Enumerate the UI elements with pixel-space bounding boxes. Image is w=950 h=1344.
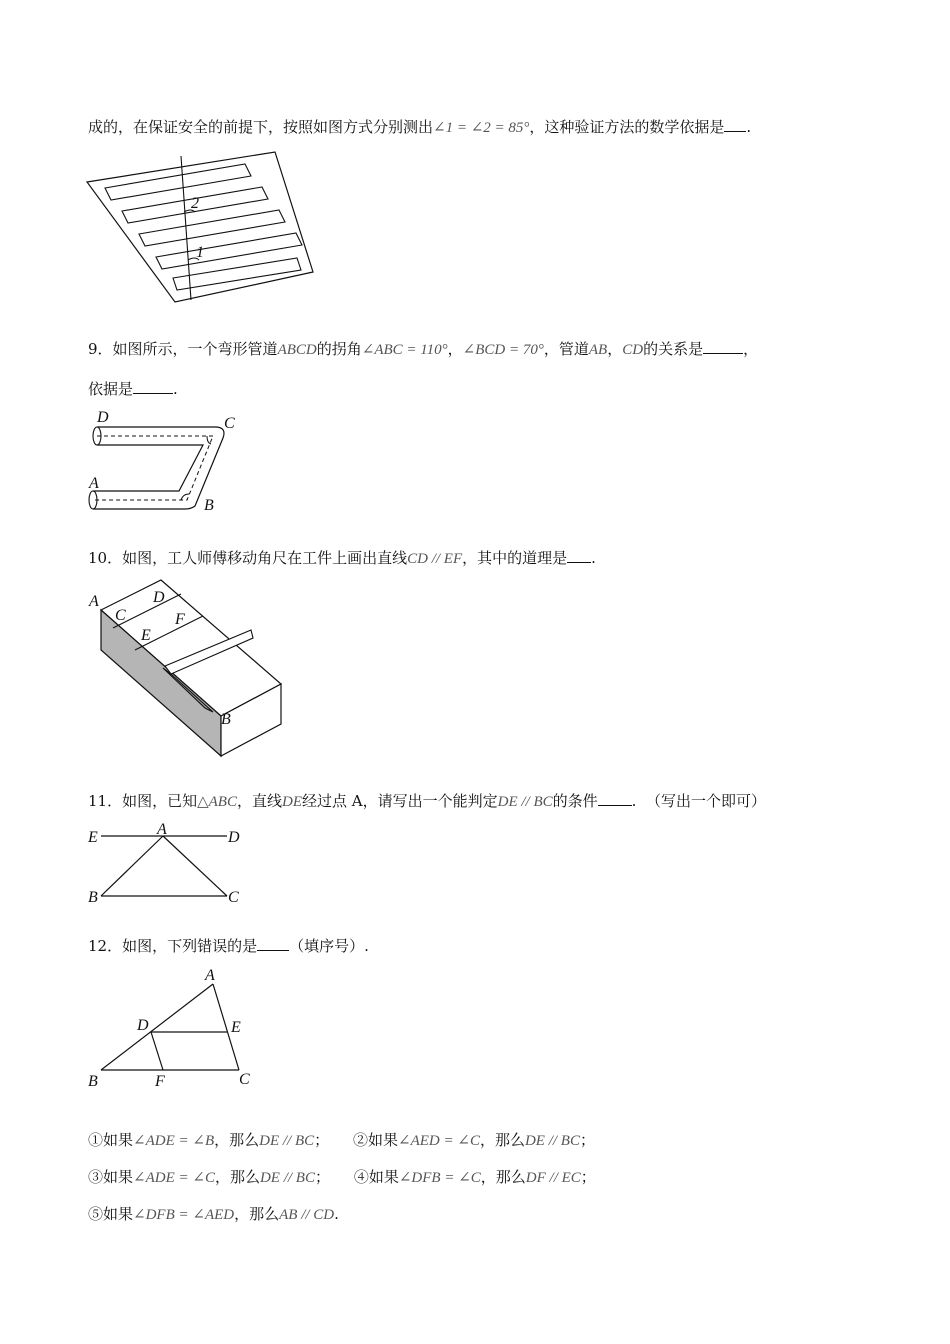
q10-label-A: A bbox=[89, 593, 99, 610]
q12-option-2: ②如果∠AED = ∠C，那么DE // BC； bbox=[353, 1131, 595, 1149]
q9-label-D: D bbox=[97, 409, 109, 426]
q12-label-E: E bbox=[231, 1019, 241, 1036]
q12-text: 12．如图，下列错误的是 （填序号）. bbox=[88, 937, 369, 955]
q8-figure-parallelogram-strips bbox=[85, 150, 325, 310]
q8-text: 成的，在保证安全的前提下，按照如图方式分别测出∠1 = ∠2 = 85°，这种验证方法的数学依据是 . bbox=[88, 118, 752, 136]
q9-answer-blank-2[interactable] bbox=[133, 379, 173, 394]
q10-label-C: C bbox=[115, 607, 126, 624]
q12-label-A: A bbox=[205, 967, 215, 984]
q12-label-D: D bbox=[137, 1017, 149, 1034]
q9-text: 9．如图所示，一个弯形管道ABCD的拐角∠ABC = 110°，∠BCD = 70°，管道AB，CD的关系是 ， bbox=[88, 340, 759, 358]
q12-figure-triangle bbox=[85, 962, 265, 1092]
q10-figure-workpiece bbox=[85, 578, 295, 758]
q9-label-C: C bbox=[224, 415, 235, 432]
q12-label-F: F bbox=[155, 1073, 165, 1090]
q10-label-B: B bbox=[221, 711, 231, 728]
q12-label-C: C bbox=[239, 1071, 250, 1088]
q12-label-B: B bbox=[88, 1073, 98, 1090]
q8-angle-equation: ∠1 = ∠2 = 85° bbox=[433, 120, 530, 136]
q11-figure-triangle bbox=[85, 820, 245, 910]
q12-options-row-3 bbox=[88, 1203, 339, 1226]
q11-label-E: E bbox=[88, 829, 98, 846]
q10-label-D: D bbox=[153, 589, 165, 606]
q8-angle-1-label: 1 bbox=[196, 244, 204, 261]
q10-label-E: E bbox=[141, 627, 151, 644]
q10-text: 10．如图，工人师傅移动角尺在工件上画出直线CD // EF，其中的道理是 . bbox=[88, 549, 596, 567]
q9-label-B: B bbox=[204, 497, 214, 514]
q11-answer-blank[interactable] bbox=[598, 791, 632, 806]
q10-label-F: F bbox=[175, 611, 185, 628]
q12-option-4: ④如果∠DFB = ∠C，那么DF // EC； bbox=[353, 1168, 596, 1186]
q12-options-row-1 bbox=[88, 1129, 595, 1152]
q11-label-D: D bbox=[228, 829, 240, 846]
q10-answer-blank[interactable] bbox=[567, 548, 591, 563]
q11-label-A: A bbox=[157, 821, 167, 838]
q9-text-line2: 依据是 . bbox=[88, 380, 178, 398]
q12-options-row-2 bbox=[88, 1166, 596, 1189]
q11-label-B: B bbox=[88, 889, 98, 906]
q12-answer-blank[interactable] bbox=[257, 936, 289, 951]
q9-figure-bent-pipe bbox=[85, 406, 245, 516]
q11-label-C: C bbox=[228, 889, 239, 906]
q11-text: 11．如图，已知△ABC，直线DE经过点 A，请写出一个能判定DE // BC的条件 . （写出一个即可） bbox=[88, 792, 766, 810]
q8-answer-blank[interactable] bbox=[724, 117, 746, 132]
q9-answer-blank-1[interactable] bbox=[703, 339, 743, 354]
q12-option-3: ③如果∠ADE = ∠C，那么DE // BC； bbox=[88, 1168, 330, 1186]
q12-option-5: ⑤如果∠DFB = ∠AED，那么AB // CD. bbox=[88, 1205, 339, 1223]
q12-option-1: ①如果∠ADE = ∠B，那么DE // BC； bbox=[88, 1131, 330, 1149]
q9-label-A: A bbox=[89, 475, 99, 492]
q8-angle-2-label: 2 bbox=[191, 195, 199, 212]
